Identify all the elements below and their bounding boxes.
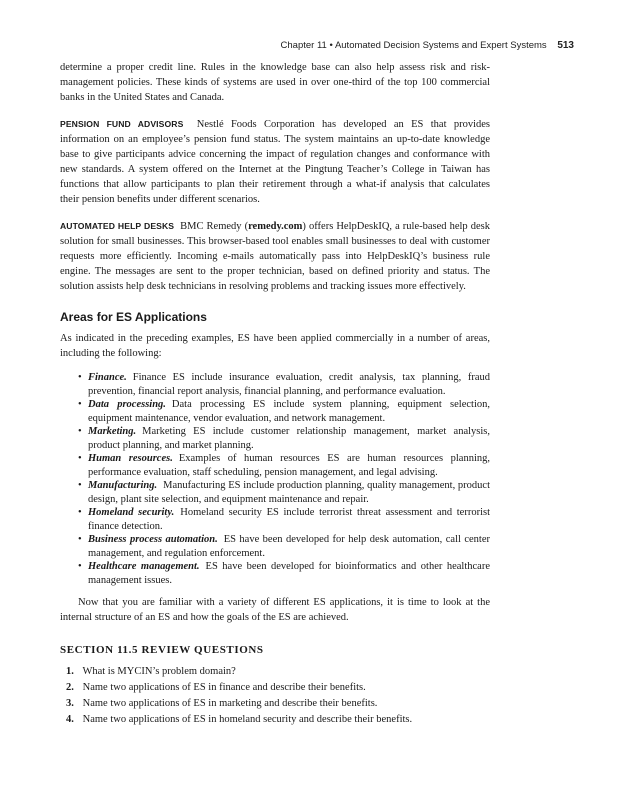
list-item [78, 425, 490, 452]
question-text: Name two applications of ES in finance and describe their benefits. [82, 682, 366, 693]
running-header [60, 40, 574, 51]
areas-heading: Areas for ES Applications [60, 310, 207, 324]
bullet-icon: • [78, 507, 82, 518]
question-number: 3. [66, 698, 74, 709]
question-number: 4. [66, 714, 74, 725]
list-item-text: Homeland security ES include terrorist threat assessment and terrorist finance detection. [88, 507, 490, 532]
header-separator: • [329, 40, 333, 51]
page-body [60, 60, 490, 728]
review-heading: SECTION 11.5 REVIEW QUESTIONS [60, 644, 264, 656]
list-item [78, 533, 490, 560]
list-item [78, 560, 490, 587]
review-questions [60, 664, 490, 728]
list-item [78, 398, 490, 425]
pension-heading: PENSION FUND ADVISORS [60, 119, 184, 129]
review-question [66, 664, 490, 680]
chapter-title: Automated Decision Systems and Expert Systems [334, 40, 547, 51]
list-item [78, 452, 490, 479]
list-item-term: Homeland security. [88, 507, 175, 518]
areas-intro: As indicated in the preceding examples, ES have been applied commercially in a number of areas, including the following: [60, 333, 490, 359]
list-item-text: Data processing ES include system planning, equipment selection, equipment maintenance, vendor evaluation, and network management. [88, 399, 490, 424]
list-item-term: Data processing. [88, 399, 166, 410]
bullet-icon: • [78, 372, 82, 383]
list-item-term: Finance. [88, 372, 127, 383]
chapter-label: Chapter 11 [280, 40, 327, 51]
helpdesk-text-after: ) offers HelpDeskIQ, a rule-based help desk solution for small businesses. This browser-based tool enables small businesses to deal with customer requests more efficiently. Incoming e-mails automatically pass into HelpDeskIQ’s business rule engine. The messages are sent to the proper technician, based on defined priority and status. The solution assists help desk technicians in resolving problems and tracking issues more effectively. [60, 221, 490, 292]
question-number: 1. [66, 666, 74, 677]
bullet-icon: • [78, 480, 82, 491]
intro-paragraph: determine a proper credit line. Rules in the knowledge base can also help assess risk and risk-management policies. These kinds of systems are used in over one-third of the top 100 commercial banks in the United States and Canada. [60, 62, 490, 103]
question-text: Name two applications of ES in marketing and describe their benefits. [82, 698, 378, 709]
pension-paragraph [60, 117, 490, 207]
helpdesk-heading: AUTOMATED HELP DESKS [60, 221, 175, 231]
bullet-icon: • [78, 561, 82, 572]
list-item-term: Human resources. [88, 453, 173, 464]
list-item-text: Manufacturing ES include production planning, quality management, product design, plant site selection, and equipment maintenance and repair. [88, 480, 490, 505]
list-item [78, 371, 490, 398]
list-item [78, 479, 490, 506]
list-item-text: ES have been developed for help desk automation, call center management, and regulation enforcement. [88, 534, 490, 559]
list-item-text: ES have been developed for bioinformatics and other healthcare management issues. [88, 561, 490, 586]
bullet-icon: • [78, 534, 82, 545]
areas-closing: Now that you are familiar with a variety of different ES applications, it is time to look at the internal structure of an ES and how the goals of the ES are achieved. [60, 597, 490, 623]
list-item-term: Business process automation. [88, 534, 218, 545]
question-number: 2. [66, 682, 74, 693]
remedy-link[interactable]: remedy.com [248, 221, 303, 232]
review-question [66, 680, 490, 696]
list-item-text: Examples of human resources ES are human resources planning, performance evaluation, staff scheduling, pension management, and legal advising. [88, 453, 490, 478]
review-question [66, 696, 490, 712]
helpdesk-paragraph [60, 219, 490, 294]
pension-text: Nestlé Foods Corporation has developed an ES that provides information on an employee’s pension fund status. The system maintains an up-to-date knowledge base to give participants advice concerning the impact of regulation changes and conformance with new standards. A system offered on the Internet at the Pingtung Teacher’s College in Taiwan has functions that allow participants to plan their retirement through a what-if analysis that calculates their pension benefits under different scenarios. [60, 119, 490, 205]
review-question [66, 712, 490, 728]
list-item-text: Finance ES include insurance evaluation, credit analysis, tax planning, fraud prevention, financial report analysis, financial planning, and performance evaluation. [88, 372, 490, 397]
page-number: 513 [557, 40, 574, 51]
list-item-term: Marketing. [88, 426, 137, 437]
bullet-icon: • [78, 426, 82, 437]
list-item-term: Manufacturing. [88, 480, 158, 491]
question-text: Name two applications of ES in homeland security and describe their benefits. [82, 714, 413, 725]
areas-list [60, 371, 490, 587]
list-item-term: Healthcare management. [88, 561, 200, 572]
list-item-text: Marketing ES include customer relationship management, market analysis, product planning, and market planning. [88, 426, 490, 451]
bullet-icon: • [78, 399, 82, 410]
question-text: What is MYCIN’s problem domain? [82, 666, 236, 677]
helpdesk-text-before: BMC Remedy ( [180, 221, 249, 232]
list-item [78, 506, 490, 533]
bullet-icon: • [78, 453, 82, 464]
